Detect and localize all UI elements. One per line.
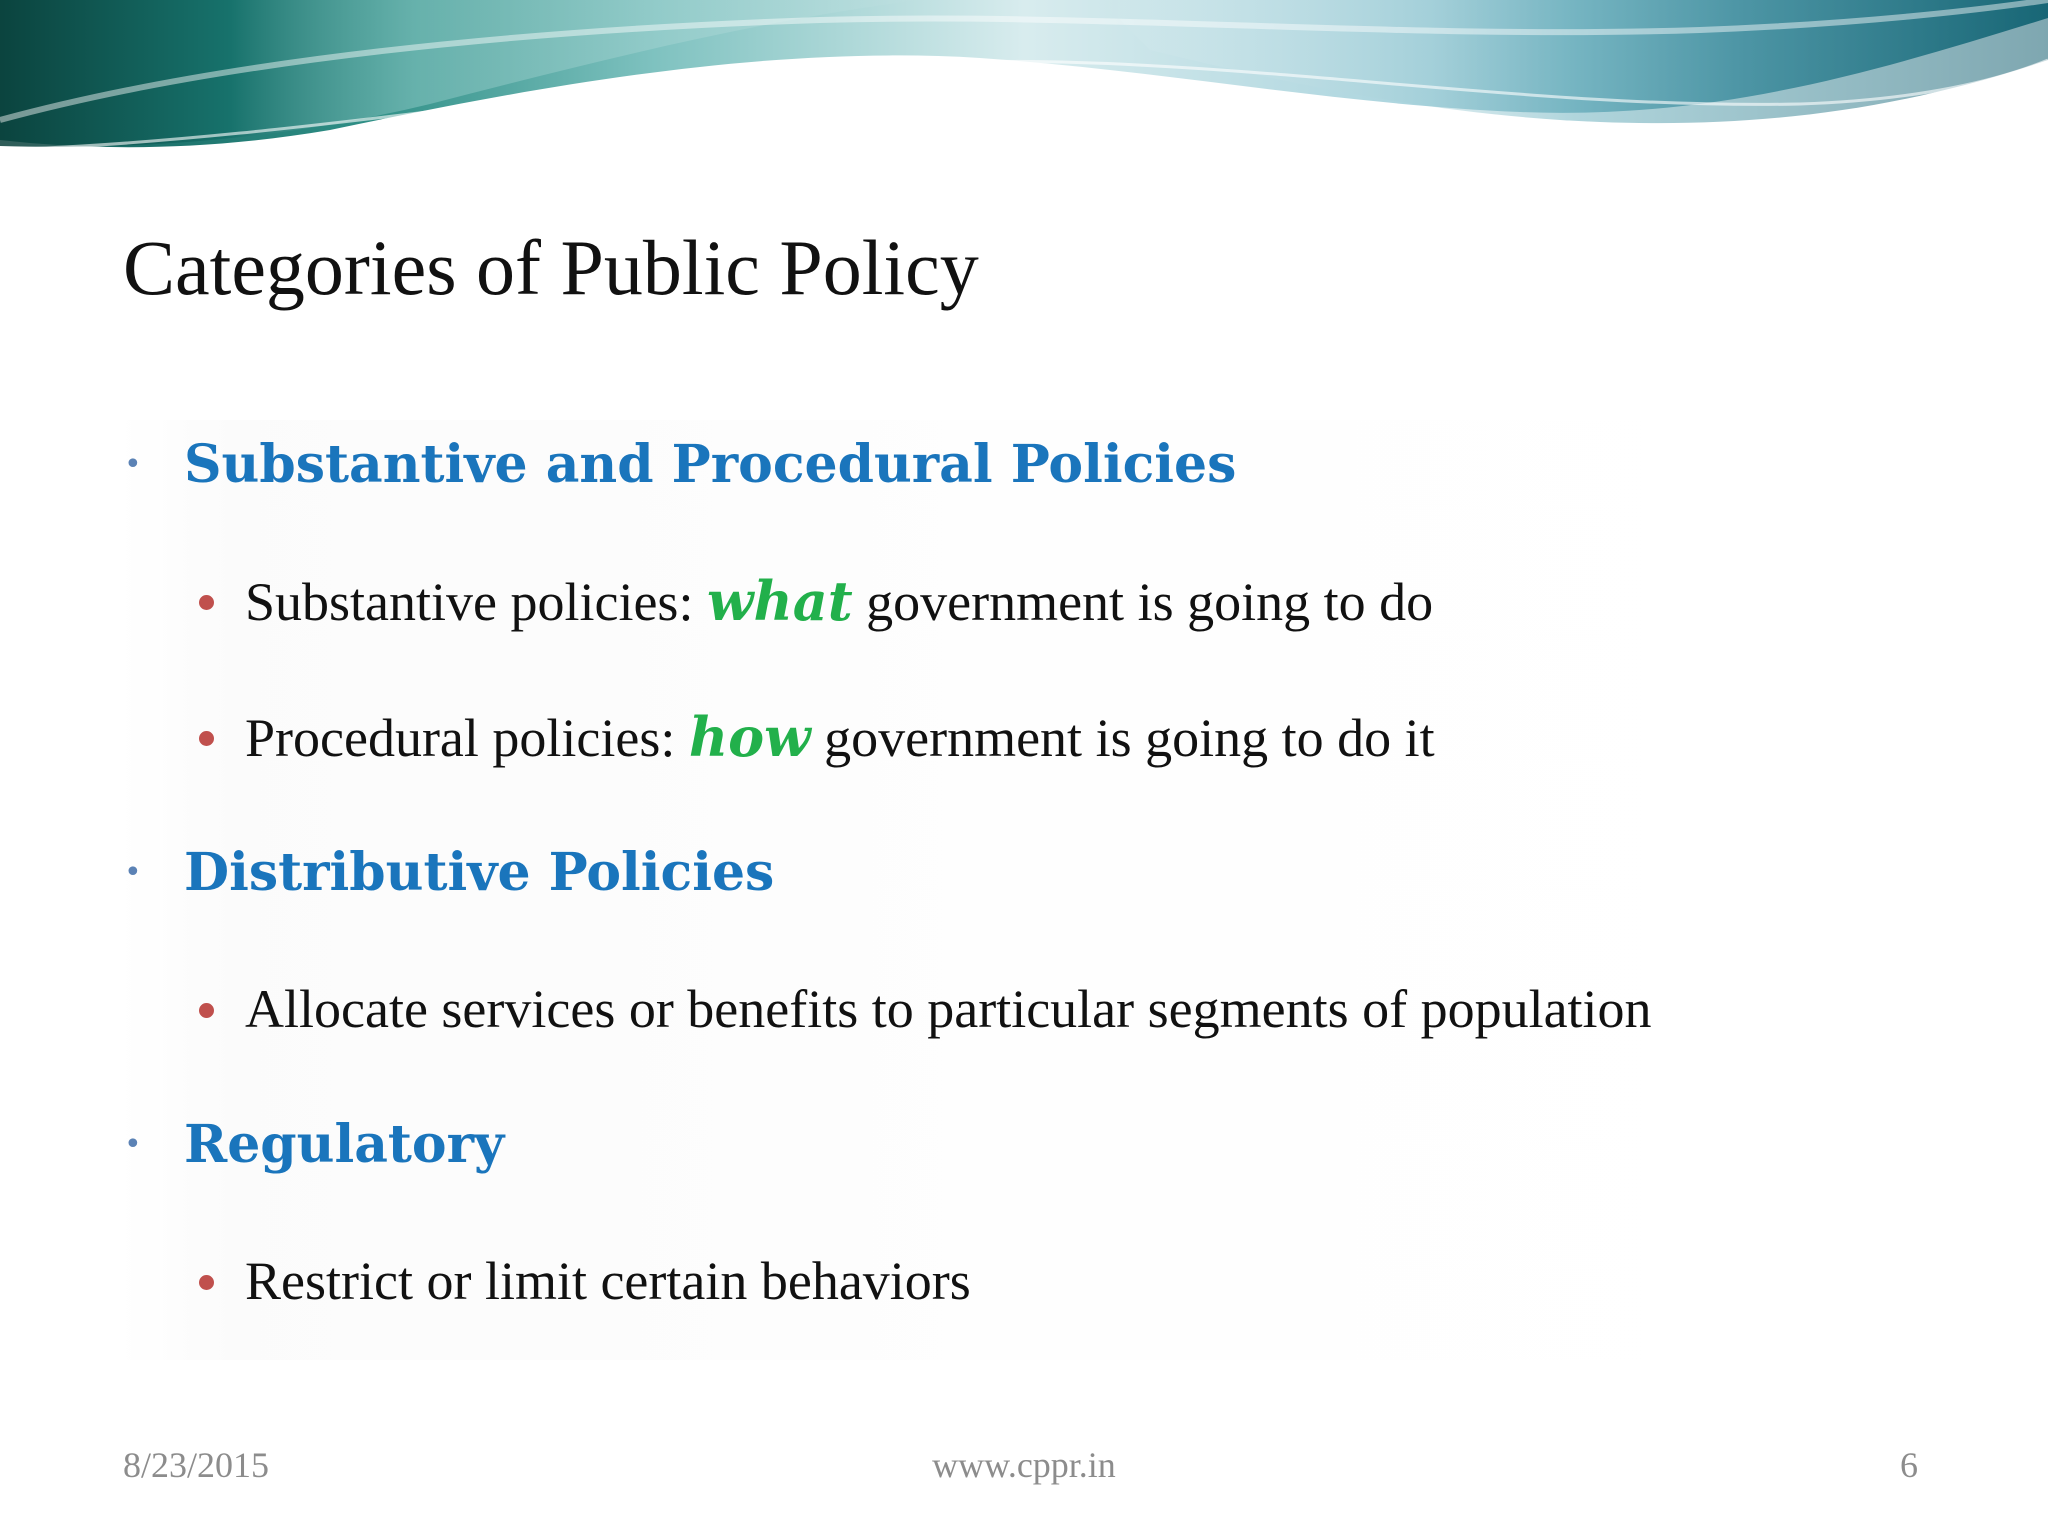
item-text: Substantive policies:: [245, 572, 707, 632]
heading-substantive-procedural: Substantive and Procedural Policies: [184, 434, 1237, 495]
item-substantive-policies: [245, 566, 1433, 637]
emphasis-word: how: [688, 705, 811, 769]
sub-bullet-icon: [199, 1003, 214, 1018]
item-restrict-behaviors: Restrict or limit certain behaviors: [245, 1251, 971, 1311]
sub-bullet-icon: [199, 595, 214, 610]
item-allocate-services: Allocate services or benefits to particular segments of population: [245, 979, 1652, 1039]
bullet-icon: •: [124, 447, 142, 482]
bullet-icon: •: [124, 1127, 142, 1162]
bullet-icon: •: [124, 855, 142, 890]
heading-distributive: Distributive Policies: [184, 842, 775, 903]
item-text: government is going to do: [852, 572, 1434, 632]
sub-bullet-icon: [199, 1275, 214, 1290]
item-text: Procedural policies:: [245, 708, 689, 768]
footer-url: www.cppr.in: [932, 1445, 1116, 1485]
slide-title: Categories of Public Policy: [123, 224, 979, 311]
item-procedural-policies: [245, 702, 1435, 773]
heading-regulatory: Regulatory: [184, 1114, 505, 1175]
footer-date: 8/23/2015: [123, 1445, 270, 1485]
page-number: 6: [1900, 1445, 1918, 1485]
sub-bullet-icon: [199, 731, 214, 746]
bullet-list: [118, 420, 1958, 1360]
emphasis-word: what: [706, 569, 853, 633]
item-text: government is going to do it: [810, 708, 1435, 768]
header-wave-decoration: [0, 0, 2048, 160]
